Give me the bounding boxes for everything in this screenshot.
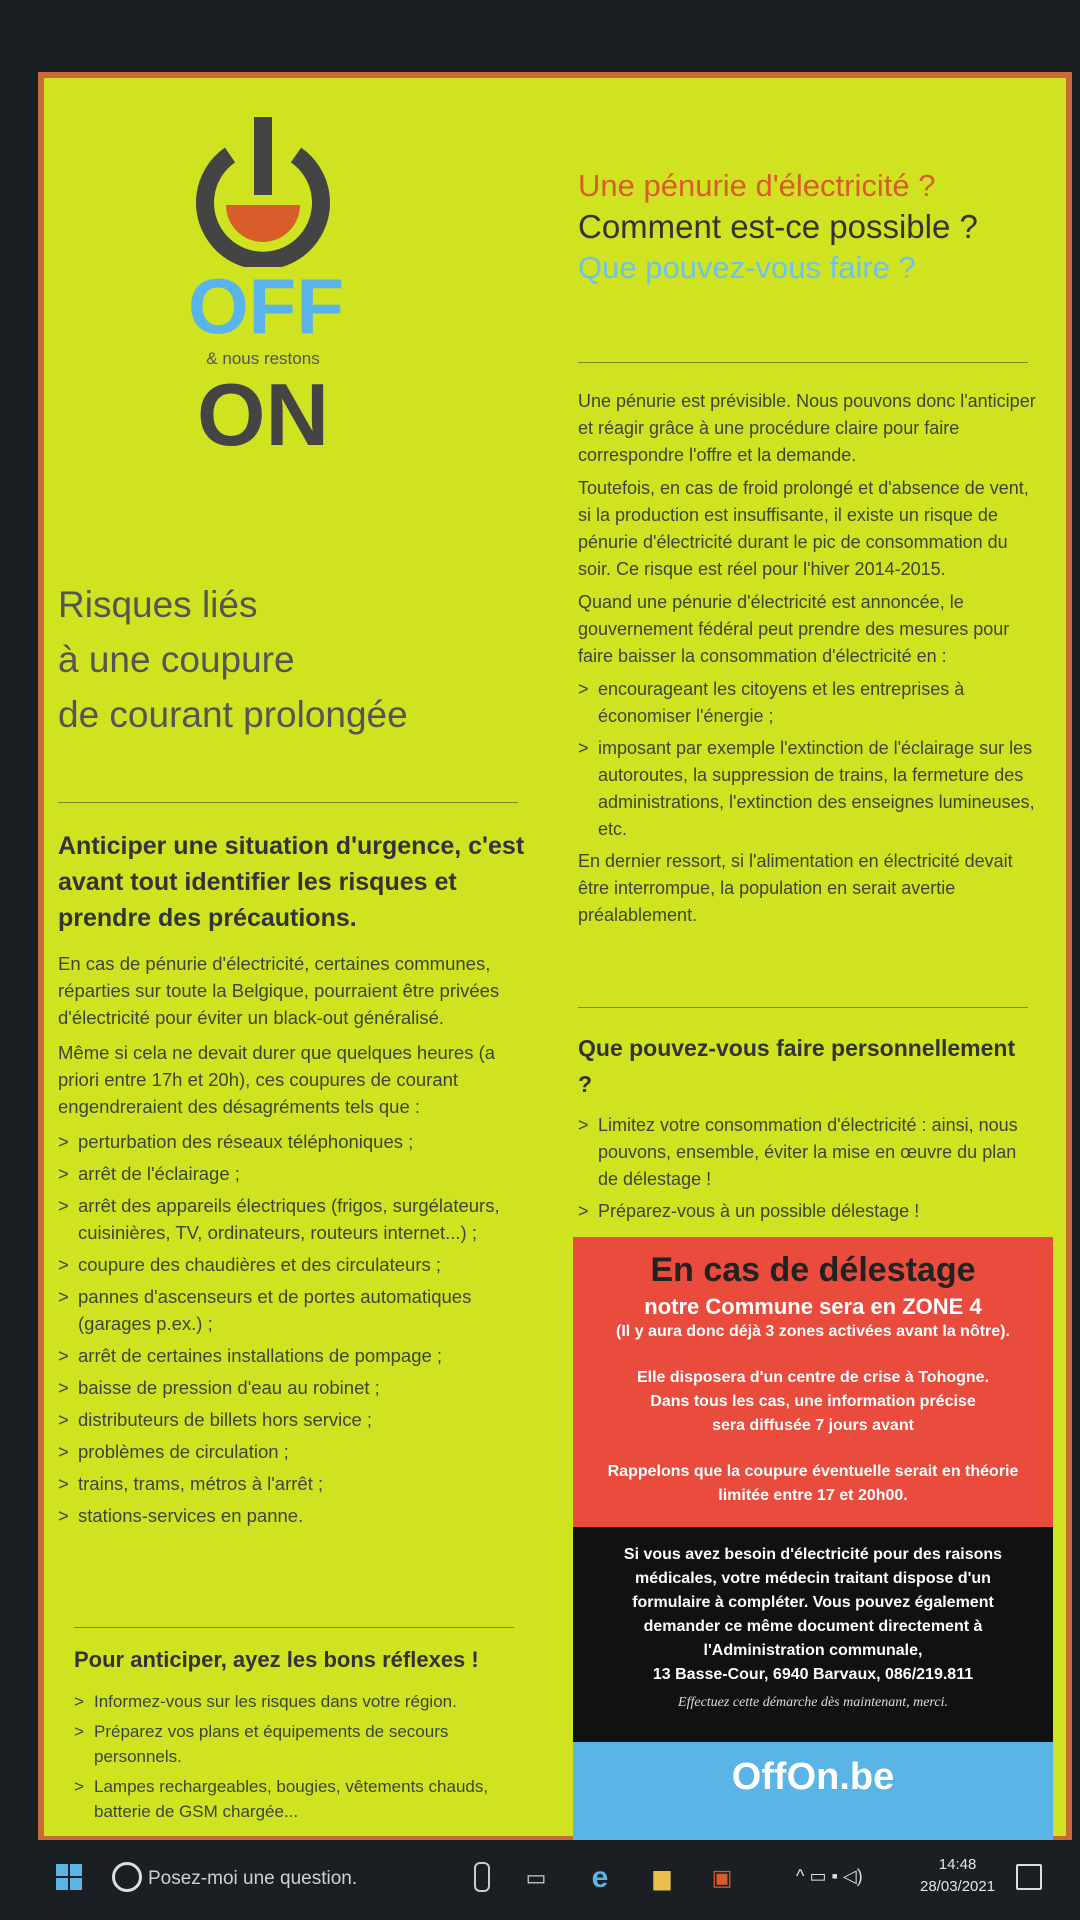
risk-title-line: de courant prolongée: [58, 694, 408, 735]
crisis-line: Dans tous les cas, une information précise: [650, 1393, 976, 1410]
microphone-icon[interactable]: [474, 1862, 490, 1892]
medical-line: médicales, votre médecin traitant dispose d'un: [635, 1570, 991, 1587]
list-item: > imposant par exemple l'extinction de l'éclairage sur les autoroutes, la suppression de trains, la fermeture des administrations, l'extinction des enseignes lumineuses, etc.: [578, 735, 1038, 843]
medical-line: 13 Basse-Cour, 6940 Barvaux, 086/219.811: [652, 1666, 974, 1683]
list-item: > problèmes de circulation ;: [58, 1438, 528, 1465]
list-item: > baisse de pression d'eau au robinet ;: [58, 1374, 528, 1401]
logo-off-text: OFF: [188, 262, 344, 350]
clock-time: 14:48: [938, 1856, 977, 1873]
medical-text: [573, 1543, 1053, 1687]
right-para: Toutefois, en cas de froid prolongé et d'absence de vent, si la production est insuffisante, il existe un risque de pénurie d'électricité durant le pic de consommation du soir. Ce risque est réel pour l'hiver 2014-2015.: [578, 478, 1029, 579]
file-explorer-icon[interactable]: ▆: [653, 1865, 671, 1890]
list-item: > pannes d'ascenseurs et de portes automatiques (garages p.ex.) ;: [58, 1283, 528, 1337]
reminder-line: Rappelons que la coupure éventuelle serait en théorie: [607, 1463, 1019, 1480]
load-shedding-box: [573, 1237, 1053, 1527]
logo-on-text: ON: [197, 365, 329, 464]
right-para: Quand une pénurie d'électricité est annoncée, le gouvernement fédéral peut prendre des mesures pour faire baisser la consommation d'électricité en :: [578, 592, 1010, 666]
medical-line: demander ce même document directement à: [643, 1618, 983, 1635]
taskbar: [0, 1840, 1080, 1920]
list-item: > encourageant les citoyens et les entreprises à économiser l'énergie ;: [578, 676, 1038, 730]
question-what: Que pouvez-vous faire ?: [578, 250, 916, 285]
personal-list: [578, 1112, 1018, 1230]
offon-logo: [188, 117, 378, 464]
list-item: > Lampes rechargeables, bougies, vêtements chauds, batterie de GSM chargée...: [74, 1774, 514, 1824]
divider: [578, 362, 1028, 363]
medical-box: [573, 1527, 1053, 1742]
list-item: > trains, trams, métros à l'arrêt ;: [58, 1470, 528, 1497]
zone-text: notre Commune sera en ZONE 4: [644, 1294, 982, 1319]
poster: [38, 72, 1072, 1842]
volume-icon[interactable]: ◁): [842, 1866, 863, 1886]
list-item: > arrêt de l'éclairage ;: [58, 1160, 528, 1187]
question-shortage: Une pénurie d'électricité ?: [578, 168, 936, 203]
right-para: En dernier ressort, si l'alimentation en électricité devait être interrompue, la population en serait avertie préalablement.: [578, 851, 1013, 925]
reflex-list: [74, 1689, 514, 1829]
search-input[interactable]: Posez-moi une question.: [148, 1868, 358, 1889]
right-para: Une pénurie est prévisible. Nous pouvons donc l'anticiper et réagir grâce à une procédure claire pour faire correspondre l'offre et la demande.: [578, 391, 1036, 465]
system-tray[interactable]: [796, 1866, 863, 1887]
question-how: Comment est-ce possible ?: [578, 208, 978, 245]
left-para: Même si cela ne devait durer que quelques heures (a priori entre 17h et 20h), ces coupures de courant engendreraient des désagréments tels que :: [58, 1042, 496, 1117]
cortana-icon[interactable]: [112, 1862, 142, 1892]
power-icon: [188, 117, 338, 267]
left-para: En cas de pénurie d'électricité, certaines communes, réparties sur toute la Belgique, pourraient être privées d'électricité pour éviter un black-out généralisé.: [58, 953, 500, 1028]
task-view-icon[interactable]: ▭: [525, 1865, 547, 1890]
list-item: > Préparez vos plans et équipements de secours personnels.: [74, 1719, 514, 1769]
chevron-up-icon[interactable]: ^: [796, 1866, 805, 1886]
medical-line: l'Administration communale,: [703, 1642, 923, 1659]
divider: [58, 802, 518, 803]
edge-icon[interactable]: e: [591, 1861, 609, 1894]
powerpoint-icon[interactable]: ▣: [711, 1865, 733, 1890]
website-text: OffOn.be: [731, 1756, 895, 1798]
clock-date: 28/03/2021: [920, 1878, 996, 1895]
divider: [578, 1007, 1028, 1008]
medical-line: Si vous avez besoin d'électricité pour des raisons: [623, 1546, 1003, 1563]
load-shedding-title: En cas de délestage: [650, 1251, 976, 1289]
list-item: > distributeurs de billets hors service ;: [58, 1406, 528, 1433]
crisis-line: sera diffusée 7 jours avant: [712, 1417, 914, 1434]
list-item: > Préparez-vous à un possible délestage !: [578, 1198, 1018, 1225]
risk-title-line: à une coupure: [58, 639, 295, 680]
logo-sub-text: & nous restons: [206, 349, 320, 368]
divider: [74, 1627, 514, 1628]
crisis-line: Elle disposera d'un centre de crise à Tohogne.: [636, 1369, 990, 1386]
website-box: [573, 1742, 1053, 1842]
left-body: [58, 950, 528, 1534]
personal-heading: Que pouvez-vous faire personnellement ?: [578, 1035, 1016, 1097]
medical-line: formulaire à compléter. Vous pouvez également: [632, 1594, 994, 1611]
medical-italic: Effectuez cette démarche dès maintenant, merci.: [678, 1695, 948, 1710]
list-item: > Informez-vous sur les risques dans votre région.: [74, 1689, 514, 1714]
list-item: > perturbation des réseaux téléphoniques ;: [58, 1128, 528, 1155]
notification-icon[interactable]: [1016, 1864, 1042, 1890]
list-item: > Limitez votre consommation d'électricité : ainsi, nous pouvons, ensemble, éviter la mise en œuvre du plan de délestage !: [578, 1112, 1018, 1193]
risk-title: [58, 577, 408, 742]
reflex-title: Pour anticiper, ayez les bons réflexes !: [74, 1647, 479, 1672]
zone-note: (Il y aura donc déjà 3 zones activées avant la nôtre).: [616, 1323, 1010, 1340]
clock[interactable]: [920, 1854, 995, 1898]
reminder-line: limitée entre 17 et 20h00.: [718, 1487, 908, 1504]
list-item: > stations-services en panne.: [58, 1502, 528, 1529]
risk-title-line: Risques liés: [58, 584, 258, 625]
list-item: > arrêt des appareils électriques (frigos, surgélateurs, cuisinières, TV, ordinateurs, routeurs internet...) ;: [58, 1192, 528, 1246]
battery-icon[interactable]: ▪: [831, 1866, 838, 1886]
left-heading: Anticiper une situation d'urgence, c'est avant tout identifier les risques et prendre des précautions.: [58, 832, 525, 932]
windows-start-icon[interactable]: [56, 1864, 82, 1890]
right-body: [578, 388, 1038, 935]
network-icon[interactable]: ▭: [809, 1866, 827, 1886]
list-item: > arrêt de certaines installations de pompage ;: [58, 1342, 528, 1369]
list-item: > coupure des chaudières et des circulateurs ;: [58, 1251, 528, 1278]
